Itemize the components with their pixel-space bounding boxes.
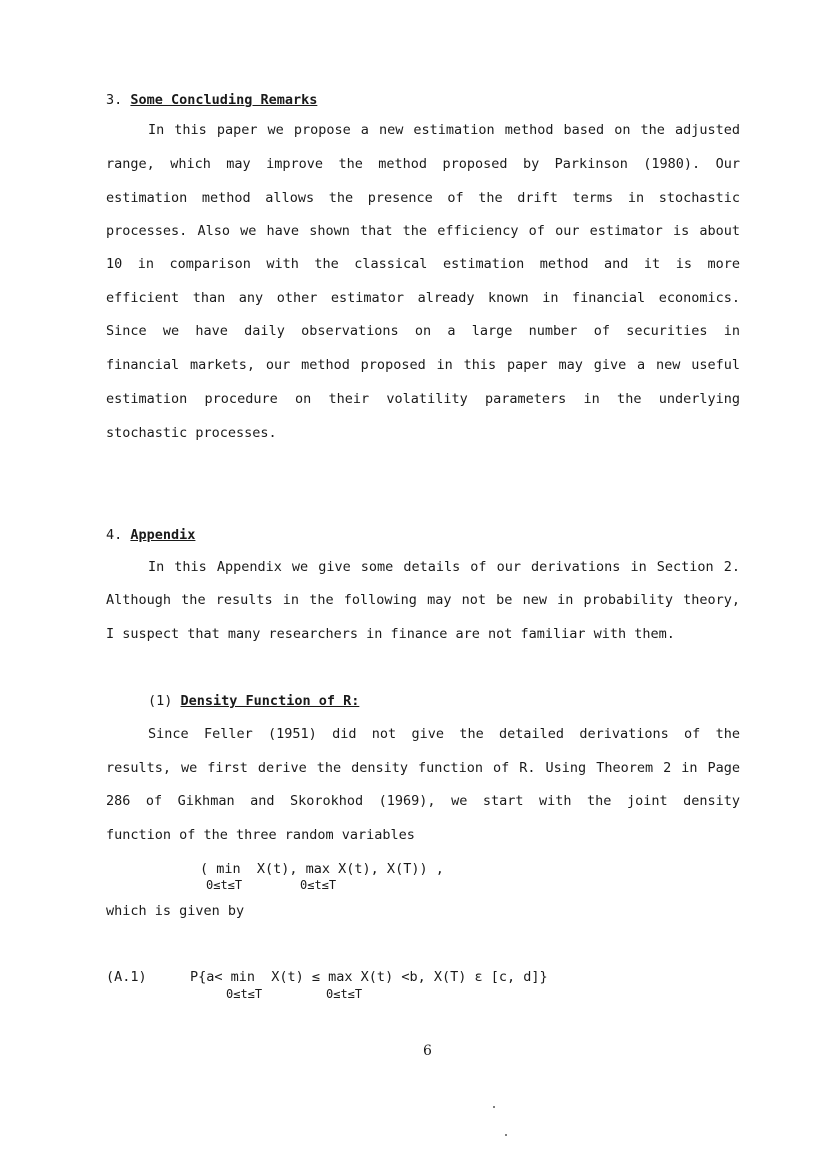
- section-number: 4.: [106, 527, 123, 543]
- scan-speck: [493, 1106, 495, 1108]
- equation-body: P{a< min X(t) ≤ max X(t) <b, X(T) ε [c, d]}: [190, 969, 548, 985]
- section-title: Some Concluding Remarks: [130, 92, 318, 108]
- paragraph-line: Since we have daily observations on a large number of securities in: [106, 323, 740, 339]
- paragraph-line: In this Appendix we give some details of our derivations in Section 2.: [148, 559, 740, 575]
- paragraph-line: 286 of Gikhman and Skorokhod (1969), we start with the joint density: [106, 793, 740, 809]
- paragraph-line: In this paper we propose a new estimation method based on the adjusted: [148, 122, 740, 138]
- scan-speck: [505, 1134, 507, 1136]
- subsection-heading: [148, 693, 359, 709]
- paragraph-line: estimation procedure on their volatility parameters in the underlying: [106, 391, 740, 407]
- paragraph-line: financial markets, our method proposed in this paper may give a new useful: [106, 357, 740, 373]
- paragraph-line: range, which may improve the method proposed by Parkinson (1980). Our: [106, 156, 740, 172]
- math-subscript: 0≤t≤T: [226, 987, 263, 1001]
- section-number: 3.: [106, 92, 123, 108]
- paragraph-line: 10 in comparison with the classical estimation method and it is more: [106, 256, 740, 272]
- paragraph-line: which is given by: [106, 903, 245, 919]
- subsection-title: Density Function of R:: [180, 693, 360, 709]
- math-subscript: 0≤t≤T: [326, 987, 363, 1001]
- equation-label: (A.1): [106, 969, 147, 985]
- paragraph-line: efficient than any other estimator already known in financial economics.: [106, 290, 740, 306]
- page-number: 6: [423, 1043, 432, 1059]
- paragraph-line: function of the three random variables: [106, 827, 415, 843]
- subsection-number: (1): [148, 693, 173, 709]
- paragraph-line: results, we first derive the density function of R. Using Theorem 2 in Page: [106, 760, 740, 776]
- paragraph-line: estimation method allows the presence of the drift terms in stochastic: [106, 190, 740, 206]
- paragraph-line: processes. Also we have shown that the efficiency of our estimator is about: [106, 223, 740, 239]
- paragraph-line: I suspect that many researchers in finance are not familiar with them.: [106, 626, 675, 642]
- paragraph-line: Since Feller (1951) did not give the detailed derivations of the: [148, 726, 740, 742]
- math-expression: ( min X(t), max X(t), X(T)) ,: [200, 861, 444, 877]
- paragraph-line: Although the results in the following may not be new in probability theory,: [106, 592, 740, 608]
- section-title: Appendix: [130, 527, 196, 543]
- section-3-heading: [106, 92, 317, 108]
- math-subscript: 0≤t≤T: [206, 878, 243, 892]
- math-subscript: 0≤t≤T: [300, 878, 337, 892]
- paragraph-line: stochastic processes.: [106, 425, 277, 441]
- section-4-heading: [106, 527, 195, 543]
